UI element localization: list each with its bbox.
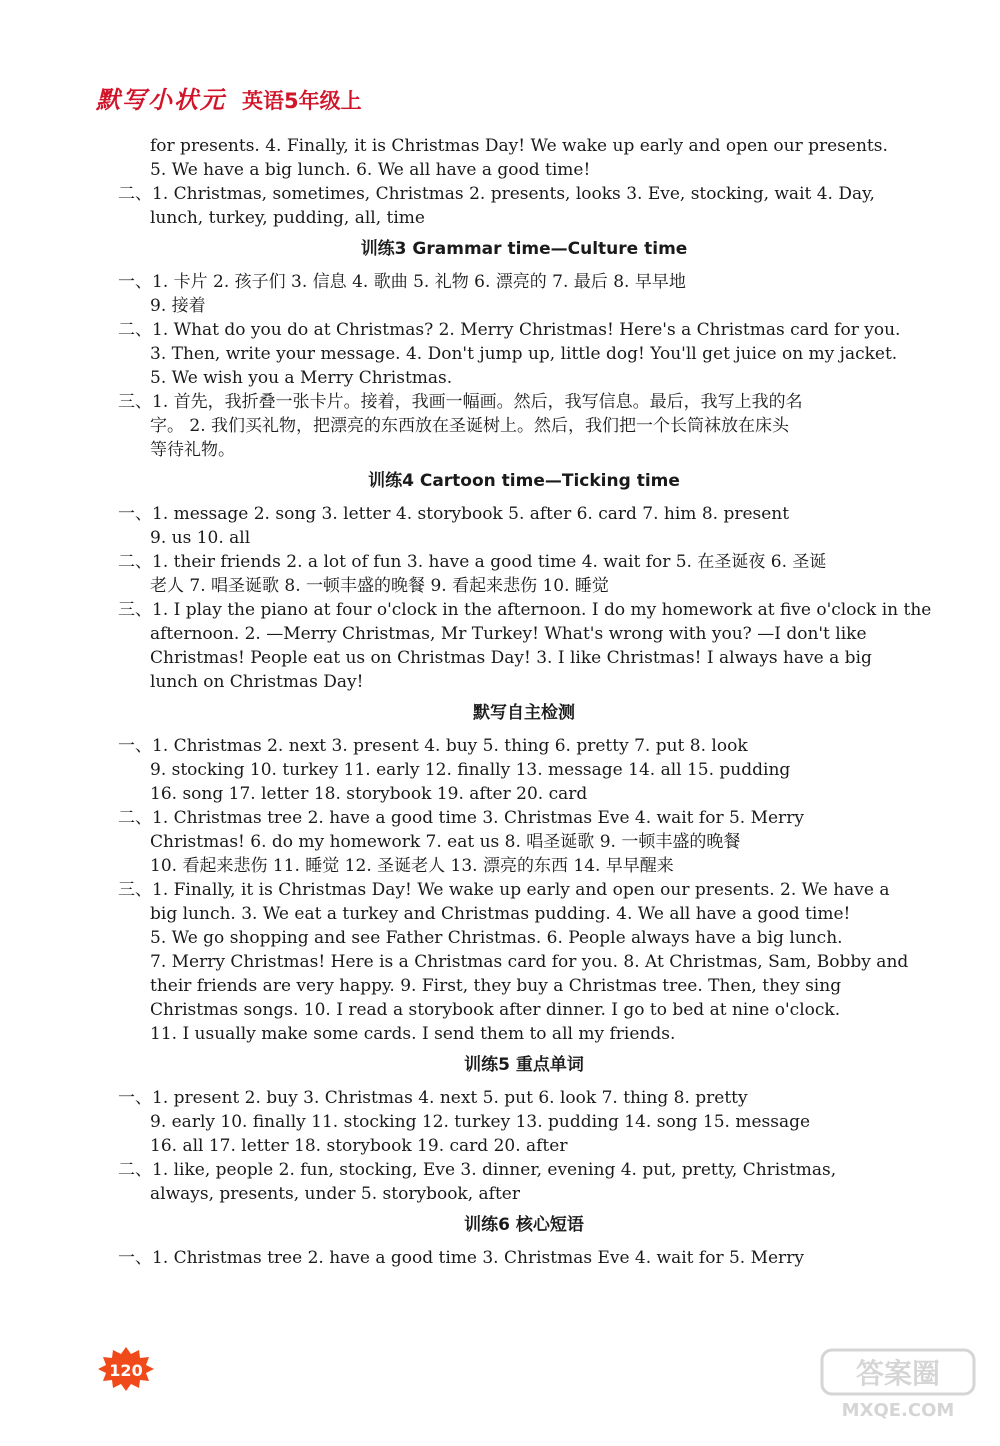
watermark-logo: [818, 1344, 978, 1424]
text-line: 三、1. I play the piano at four o'clock in the afternoon. I do my homework at five o'clock in the: [118, 600, 932, 620]
text-line: 字。 2. 我们买礼物，把漂亮的东西放在圣诞树上。然后，我们把一个长筒袜放在床头: [150, 416, 790, 436]
intro-block: [118, 134, 930, 230]
book-subject: 英语5年级上: [242, 89, 362, 113]
page-number-badge: [96, 1346, 156, 1392]
text-line: 三、1. Finally, it is Christmas Day! We wake up early and open our presents. 2. We have a: [118, 880, 890, 900]
text-line: 9. 接着: [150, 296, 206, 316]
text-line: Christmas! People eat us on Christmas Day! 3. I like Christmas! I always have a big: [150, 648, 872, 668]
text-line: Christmas songs. 10. I read a storybook after dinner. I go to bed at nine o'clock.: [150, 1000, 841, 1020]
text-line: afternoon. 2. —Merry Christmas, Mr Turkey! What's wrong with you? —I don't like: [150, 624, 867, 644]
text-line: 二、1. What do you do at Christmas? 2. Merry Christmas! Here's a Christmas card for you.: [118, 320, 901, 340]
text-line: 老人 7. 唱圣诞歌 8. 一顿丰盛的晚餐 9. 看起来悲伤 10. 睡觉: [150, 576, 609, 596]
book-title: 默写小状元: [96, 86, 226, 114]
starburst-icon: [96, 1346, 156, 1392]
text-line: 一、1. 卡片 2. 孩子们 3. 信息 4. 歌曲 5. 礼物 6. 漂亮的 7. 最后 8. 早早地: [118, 272, 686, 292]
text-line: 11. I usually make some cards. I send them to all my friends.: [150, 1024, 676, 1044]
answer-content: [118, 134, 930, 1270]
page-number: 120: [109, 1361, 143, 1380]
section-heading: 训练6 核心短语: [464, 1215, 584, 1235]
text-line: 一、1. Christmas tree 2. have a good time 3. Christmas Eve 4. wait for 5. Merry: [118, 1248, 804, 1268]
text-line: for presents. 4. Finally, it is Christmas Day! We wake up early and open our presents.: [150, 136, 888, 156]
text-line: 16. all 17. letter 18. storybook 19. card 20. after: [150, 1136, 568, 1156]
text-line: 10. 看起来悲伤 11. 睡觉 12. 圣诞老人 13. 漂亮的东西 14. 早早醒来: [150, 856, 674, 876]
watermark-url: MXQE.COM: [841, 1400, 955, 1421]
text-line: 一、1. message 2. song 3. letter 4. storybook 5. after 6. card 7. him 8. present: [118, 504, 790, 524]
text-line: their friends are very happy. 9. First, they buy a Christmas tree. Then, they sing: [150, 976, 842, 996]
page-header: [96, 80, 362, 120]
text-line: 5. We have a big lunch. 6. We all have a good time!: [150, 160, 591, 180]
text-line: 二、1. Christmas tree 2. have a good time 3. Christmas Eve 4. wait for 5. Merry: [118, 808, 804, 828]
text-line: Christmas! 6. do my homework 7. eat us 8. 唱圣诞歌 9. 一顿丰盛的晚餐: [150, 832, 741, 852]
text-line: 7. Merry Christmas! Here is a Christmas card for you. 8. At Christmas, Sam, Bobby and: [150, 952, 909, 972]
text-line: always, presents, under 5. storybook, after: [150, 1184, 520, 1204]
section-heading: 训练4 Cartoon time—Ticking time: [368, 471, 680, 491]
text-line: 二、1. their friends 2. a lot of fun 3. have a good time 4. wait for 5. 在圣诞夜 6. 圣诞: [118, 552, 827, 572]
text-line: 9. early 10. finally 11. stocking 12. turkey 13. pudding 14. song 15. message: [150, 1112, 811, 1132]
text-line: 一、1. present 2. buy 3. Christmas 4. next 5. put 6. look 7. thing 8. pretty: [118, 1088, 748, 1108]
text-line: lunch, turkey, pudding, all, time: [150, 208, 425, 228]
watermark-title: 答案圈: [855, 1357, 941, 1390]
text-line: 三、1. 首先，我折叠一张卡片。接着，我画一幅画。然后，我写信息。最后，我写上我的名: [118, 392, 803, 412]
text-line: 5. We go shopping and see Father Christmas. 6. People always have a big lunch.: [150, 928, 843, 948]
text-line: 9. us 10. all: [150, 528, 251, 548]
text-line: 3. Then, write your message. 4. Don't jump up, little dog! You'll get juice on my jacket.: [150, 344, 898, 364]
text-line: 9. stocking 10. turkey 11. early 12. finally 13. message 14. all 15. pudding: [150, 760, 791, 780]
section-heading: 默写自主检测: [473, 703, 575, 723]
text-line: big lunch. 3. We eat a turkey and Christmas pudding. 4. We all have a good time!: [150, 904, 851, 924]
section-heading: 训练3 Grammar time—Culture time: [360, 239, 688, 259]
text-line: 一、1. Christmas 2. next 3. present 4. buy 5. thing 6. pretty 7. put 8. look: [118, 736, 748, 756]
text-line: 二、1. Christmas, sometimes, Christmas 2. presents, looks 3. Eve, stocking, wait 4. Day,: [118, 184, 875, 204]
text-line: 等待礼物。: [150, 440, 235, 460]
section-heading: 训练5 重点单词: [464, 1055, 584, 1075]
text-line: 二、1. like, people 2. fun, stocking, Eve 3. dinner, evening 4. put, pretty, Christmas,: [118, 1160, 837, 1180]
text-line: 16. song 17. letter 18. storybook 19. after 20. card: [150, 784, 588, 804]
text-line: lunch on Christmas Day!: [150, 672, 364, 692]
text-line: 5. We wish you a Merry Christmas.: [150, 368, 453, 388]
